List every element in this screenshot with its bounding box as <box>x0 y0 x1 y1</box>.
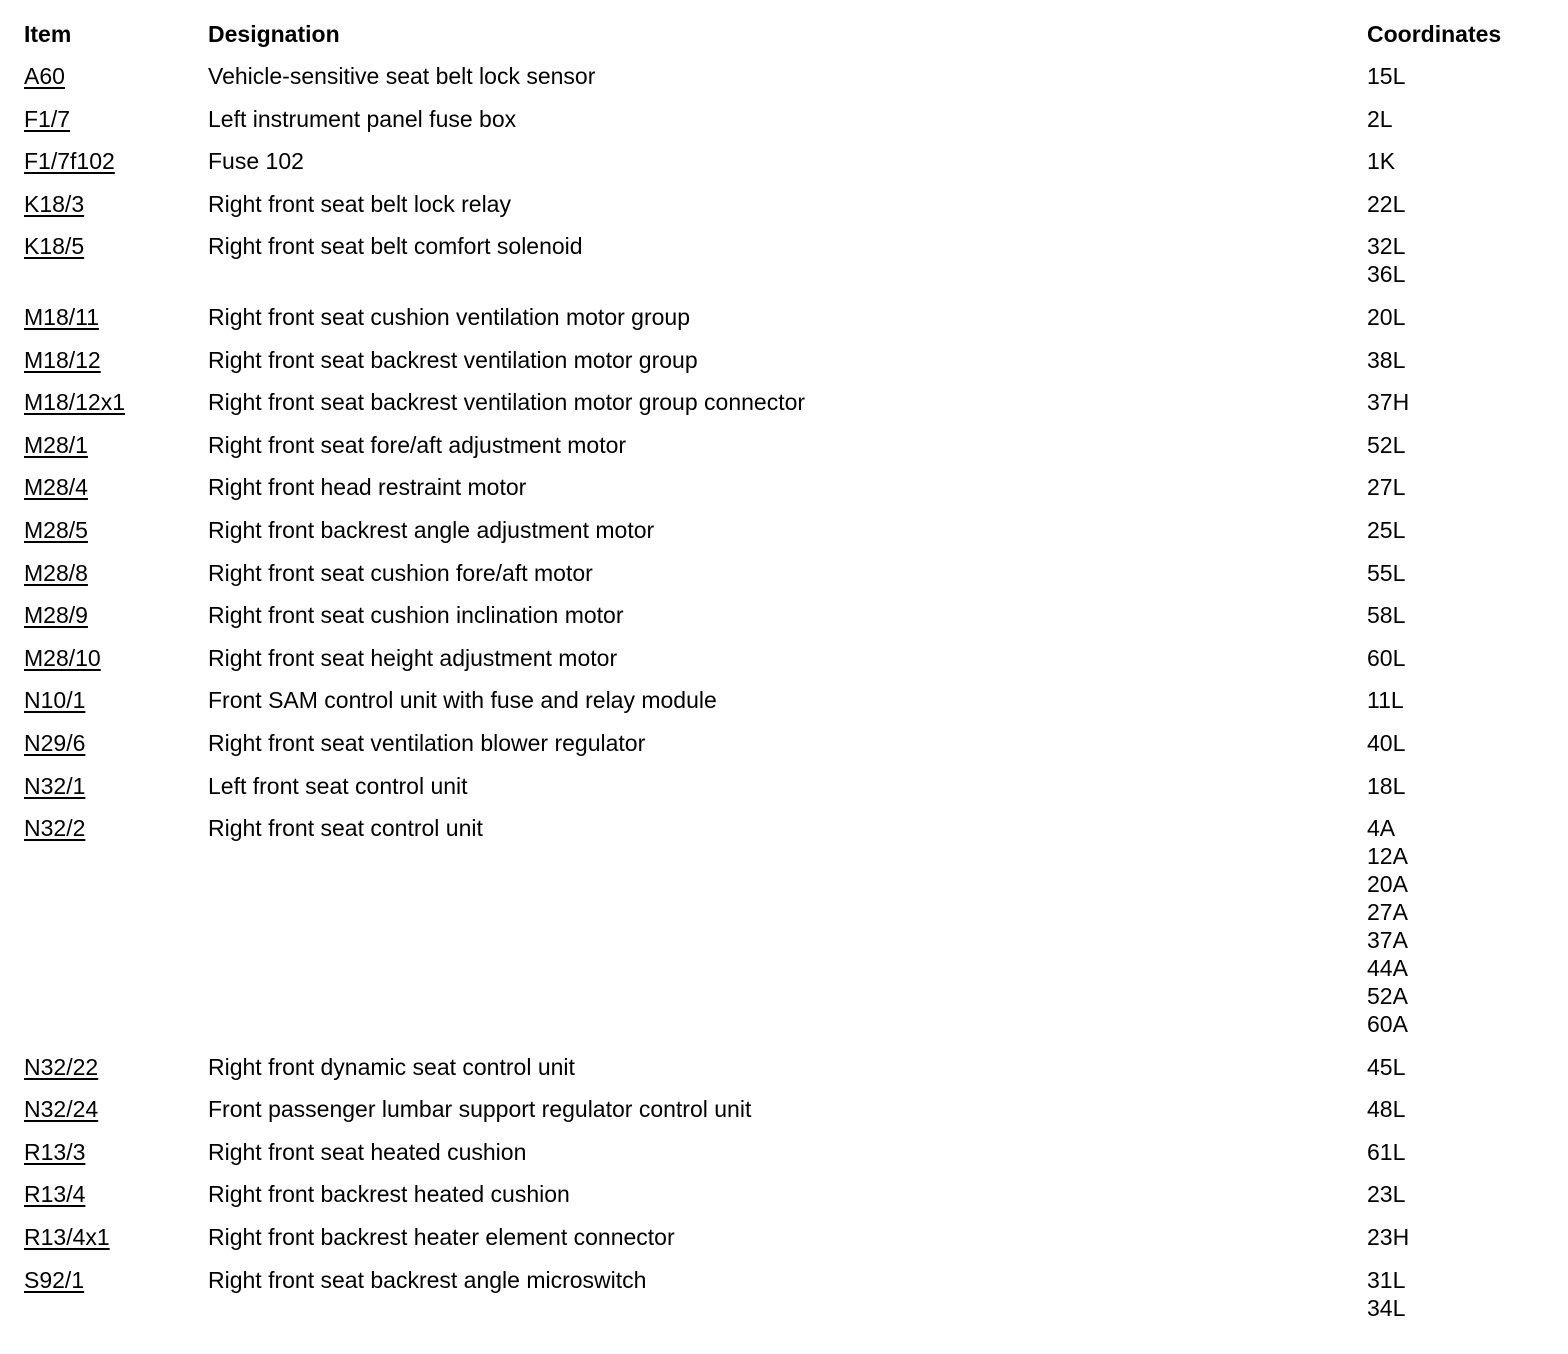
designation-cell: Right front seat belt lock relay <box>208 190 511 217</box>
item-cell <box>24 1095 98 1123</box>
item-link[interactable]: M28/4 <box>24 474 88 501</box>
coordinates-cell <box>1367 516 1405 544</box>
coordinate-value: 27A <box>1367 899 1408 926</box>
coordinates-cell <box>1367 62 1405 90</box>
designation-cell: Right front seat backrest angle microswitch <box>208 1266 647 1293</box>
item-link[interactable]: F1/7 <box>24 105 71 132</box>
coordinate-value: 25L <box>1367 516 1406 543</box>
item-link[interactable]: A60 <box>24 63 65 89</box>
coordinate-value: 55L <box>1367 559 1406 586</box>
designation-cell: Right front backrest heated cushion <box>208 1181 570 1208</box>
coordinates-cell <box>1367 1266 1405 1322</box>
designation-cell: Right front backrest angle adjustment motor <box>208 516 655 543</box>
item-cell <box>24 772 85 800</box>
item-cell <box>24 1223 110 1251</box>
item-cell <box>24 814 85 842</box>
item-cell <box>24 346 101 374</box>
item-cell <box>24 1138 85 1166</box>
coordinate-value: 36L <box>1367 261 1406 288</box>
designation-cell: Left front seat control unit <box>208 772 468 799</box>
coordinate-value: 40L <box>1367 729 1406 756</box>
table-row <box>0 388 1568 431</box>
coordinate-value: 60A <box>1367 1011 1408 1038</box>
coordinates-cell <box>1367 1138 1405 1166</box>
designation-cell: Right front seat height adjustment motor <box>208 644 618 671</box>
item-link[interactable]: M18/12 <box>24 346 101 373</box>
item-link[interactable]: M18/11 <box>24 303 100 330</box>
designation-cell: Right front seat backrest ventilation motor group <box>208 346 698 373</box>
designation-cell: Right front seat cushion ventilation motor group <box>208 303 690 330</box>
table-row <box>0 1223 1568 1266</box>
coordinate-value: 37H <box>1367 389 1410 416</box>
item-link[interactable]: N32/1 <box>24 772 86 799</box>
coordinates-cell <box>1367 105 1393 133</box>
table-row <box>0 516 1568 559</box>
coordinate-value: 20A <box>1367 871 1408 898</box>
coordinates-cell <box>1367 772 1405 800</box>
coordinate-value: 32L <box>1367 233 1406 260</box>
item-link[interactable]: K18/5 <box>24 233 85 260</box>
coordinate-value: 37A <box>1367 927 1408 954</box>
coordinates-cell <box>1367 729 1405 757</box>
table-row <box>0 190 1568 233</box>
coordinate-value: 20L <box>1367 303 1406 330</box>
table-row <box>0 232 1568 303</box>
item-cell <box>24 1266 84 1294</box>
item-link[interactable]: N32/24 <box>24 1096 99 1123</box>
item-cell <box>24 473 88 501</box>
coordinate-value: 4A <box>1367 815 1396 842</box>
item-cell <box>24 147 115 175</box>
header-coordinates: Coordinates <box>1367 21 1502 47</box>
item-link[interactable]: N10/1 <box>24 687 86 714</box>
table-row <box>0 644 1568 687</box>
designation-cell: Left instrument panel fuse box <box>208 105 517 132</box>
designation-cell: Right front seat fore/aft adjustment motor <box>208 431 627 458</box>
coordinates-cell <box>1367 559 1405 587</box>
coordinates-cell <box>1367 1223 1409 1251</box>
table-row <box>0 431 1568 474</box>
header-designation: Designation <box>208 21 340 47</box>
item-link[interactable]: S92/1 <box>24 1266 85 1293</box>
coordinates-cell <box>1367 190 1405 218</box>
item-cell <box>24 388 125 416</box>
coordinates-cell <box>1367 644 1405 672</box>
item-cell <box>24 559 88 587</box>
designation-cell: Right front seat backrest ventilation motor group connector <box>208 389 806 416</box>
designation-cell: Right front dynamic seat control unit <box>208 1053 575 1080</box>
item-cell <box>24 105 70 133</box>
table-row <box>0 1138 1568 1181</box>
coordinate-value: 44A <box>1367 955 1408 982</box>
coordinates-cell <box>1367 1095 1405 1123</box>
designation-cell: Front SAM control unit with fuse and relay module <box>208 687 717 714</box>
item-cell <box>24 1053 98 1081</box>
coordinate-value: 18L <box>1367 772 1406 799</box>
table-row <box>0 1095 1568 1138</box>
table-row <box>0 1180 1568 1223</box>
item-cell <box>24 601 88 629</box>
coordinate-value: 31L <box>1367 1266 1406 1293</box>
table-row <box>0 147 1568 190</box>
designation-cell: Right front seat belt comfort solenoid <box>208 233 583 260</box>
table-header <box>0 20 1568 50</box>
coordinate-value: 15L <box>1367 63 1406 89</box>
item-link[interactable]: R13/4x1 <box>24 1224 110 1251</box>
table-row <box>0 346 1568 389</box>
coordinate-value: 45L <box>1367 1053 1406 1080</box>
coordinate-value: 1K <box>1367 148 1396 175</box>
item-link[interactable]: N32/2 <box>24 815 86 842</box>
table-row <box>0 686 1568 729</box>
coordinate-value: 23L <box>1367 1181 1406 1208</box>
item-cell <box>24 431 88 459</box>
coordinates-cell <box>1367 1053 1405 1081</box>
coordinates-cell <box>1367 431 1405 459</box>
coordinates-cell <box>1367 388 1409 416</box>
designation-cell: Right front backrest heater element connector <box>208 1224 675 1251</box>
designation-cell: Fuse 102 <box>208 148 304 175</box>
item-cell <box>24 644 101 672</box>
item-link[interactable]: M18/12x1 <box>24 389 126 416</box>
table-row <box>0 559 1568 602</box>
coordinate-value: 34L <box>1367 1294 1406 1321</box>
coordinates-cell <box>1367 1180 1405 1208</box>
coordinate-value: 58L <box>1367 602 1406 629</box>
coordinate-value: 11L <box>1367 687 1404 714</box>
item-cell <box>24 516 88 544</box>
table-row <box>0 601 1568 644</box>
item-cell <box>24 686 85 714</box>
table-body <box>0 62 1568 1336</box>
item-link[interactable]: R13/3 <box>24 1138 86 1165</box>
item-link[interactable]: R13/4 <box>24 1181 86 1208</box>
table-row <box>0 729 1568 772</box>
designation-cell: Front passenger lumbar support regulator control unit <box>208 1096 752 1123</box>
coordinates-cell <box>1367 346 1405 374</box>
designation-cell: Right front seat cushion inclination motor <box>208 602 624 629</box>
designation-cell: Vehicle-sensitive seat belt lock sensor <box>208 63 596 89</box>
item-link[interactable]: F1/7f102 <box>24 148 115 175</box>
table-row <box>0 473 1568 516</box>
table-row <box>0 303 1568 346</box>
coordinates-cell <box>1367 601 1405 629</box>
item-link[interactable]: M28/10 <box>24 644 101 671</box>
coordinate-value: 52A <box>1367 983 1408 1010</box>
coordinates-cell <box>1367 473 1405 501</box>
coordinates-cell <box>1367 232 1405 288</box>
item-cell <box>24 303 99 331</box>
item-cell <box>24 190 84 218</box>
table-row <box>0 105 1568 148</box>
item-link[interactable]: N29/6 <box>24 729 86 756</box>
designation-cell: Right front seat ventilation blower regulator <box>208 729 646 756</box>
designation-cell: Right front seat cushion fore/aft motor <box>208 559 593 586</box>
header-item: Item <box>24 21 72 47</box>
table-row <box>0 62 1568 105</box>
item-link[interactable]: M28/9 <box>24 602 88 629</box>
coordinate-value: 38L <box>1367 346 1406 373</box>
table-row <box>0 772 1568 815</box>
coordinate-value: 2L <box>1367 105 1393 132</box>
table-row <box>0 814 1568 1053</box>
item-cell <box>24 1180 85 1208</box>
item-cell <box>24 232 84 260</box>
coordinate-value: 23H <box>1367 1224 1410 1251</box>
item-cell <box>24 62 65 90</box>
item-link[interactable]: M28/5 <box>24 516 88 543</box>
designation-cell: Right front seat heated cushion <box>208 1138 527 1165</box>
coordinates-cell <box>1367 303 1405 331</box>
coordinate-value: 60L <box>1367 644 1406 671</box>
coordinates-cell <box>1367 814 1408 1038</box>
designation-cell: Right front seat control unit <box>208 815 483 842</box>
table-row <box>0 1266 1568 1337</box>
coordinate-value: 22L <box>1367 190 1406 217</box>
item-link[interactable]: M28/8 <box>24 559 88 586</box>
item-link[interactable]: M28/1 <box>24 431 88 458</box>
coordinates-cell <box>1367 147 1395 175</box>
item-link[interactable]: N32/22 <box>24 1053 99 1080</box>
coordinate-value: 52L <box>1367 431 1406 458</box>
coordinate-value: 12A <box>1367 843 1408 870</box>
coordinate-value: 61L <box>1367 1138 1406 1165</box>
table-row <box>0 1053 1568 1096</box>
item-link[interactable]: K18/3 <box>24 190 85 217</box>
coordinate-value: 48L <box>1367 1096 1406 1123</box>
item-cell <box>24 729 85 757</box>
coordinate-value: 27L <box>1367 474 1406 501</box>
coordinates-cell <box>1367 686 1404 714</box>
designation-cell: Right front head restraint motor <box>208 474 527 501</box>
